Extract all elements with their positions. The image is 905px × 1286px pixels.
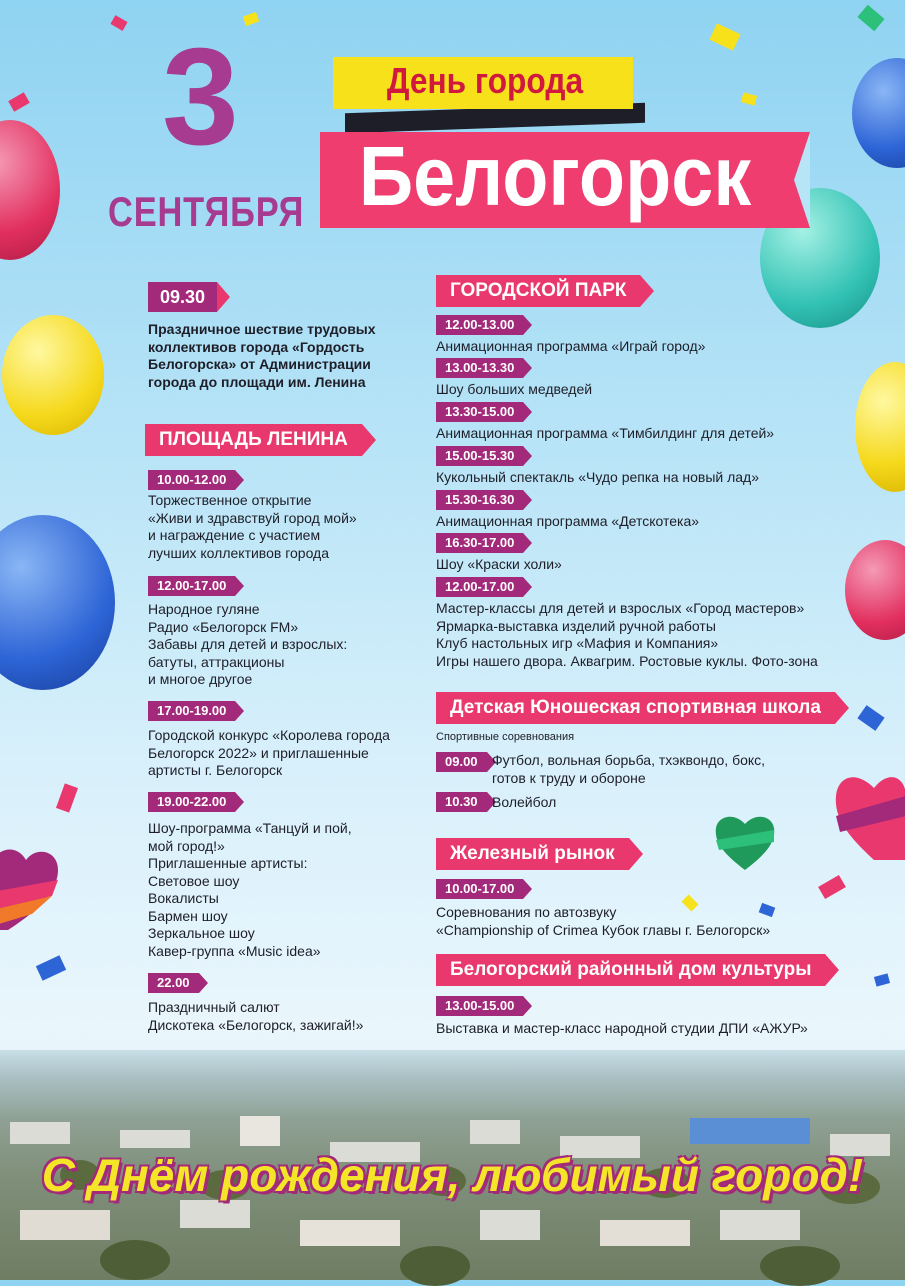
event-time: 10.00-12.00: [148, 470, 235, 490]
event-time: 13.00-13.30: [436, 358, 523, 378]
event-text: Народное гуляне Радио «Белогорск FM» Забавы для детей и взрослых: батуты, аттракционы и многое другое: [148, 601, 348, 687]
poster-title: Белогорск: [358, 129, 752, 223]
section-title-park: ГОРОДСКОЙ ПАРК: [436, 275, 640, 307]
event-time: 16.30-17.00: [436, 533, 523, 553]
ribbon-notch: [794, 132, 810, 228]
event-time: 15.30-16.30: [436, 490, 523, 510]
event-time: 17.00-19.00: [148, 701, 235, 721]
balloon-blue-left: [0, 515, 115, 690]
balloon-yellow-right: [855, 362, 905, 492]
confetti: [857, 5, 884, 31]
confetti: [709, 23, 740, 50]
event-time: 19.00-22.00: [148, 792, 235, 812]
sports-note: Спортивные соревнования: [436, 731, 575, 743]
confetti: [243, 12, 260, 26]
procession-time: 09.30: [148, 282, 217, 312]
event-text: Соревнования по автозвуку «Championship of Crimea Кубок главы г. Белогорск»: [436, 904, 771, 938]
heart-icon: [0, 840, 60, 932]
event-time: 12.00-17.00: [148, 576, 235, 596]
event-time: 09.00: [436, 752, 487, 772]
event-time: 10.00-17.00: [436, 879, 523, 899]
confetti: [8, 92, 30, 111]
date-day: 3: [162, 20, 239, 174]
section-title-culture-house: Белогорский районный дом культуры: [436, 954, 825, 986]
event-text: Праздничный салют Дискотека «Белогорск, зажигай!»: [148, 999, 364, 1033]
event-time: 12.00-17.00: [436, 577, 523, 597]
event-text: Анимационная программа «Тимбилдинг для детей»: [436, 425, 775, 441]
event-text: Торжественное открытие «Живи и здравствуй город мой» и награждение с участием лучших коллективов города: [148, 492, 357, 561]
event-time: 12.00-13.00: [436, 315, 523, 335]
balloon-pink-right: [845, 540, 905, 640]
event-time: 13.30-15.00: [436, 402, 523, 422]
event-time: 22.00: [148, 973, 199, 993]
event-text: Городской конкурс «Королева города Белогорск 2022» и приглашенные артисты г. Белогорск: [148, 727, 390, 778]
confetti: [818, 875, 846, 899]
confetti: [56, 783, 78, 812]
event-time: 15.00-15.30: [436, 446, 523, 466]
section-title-lenin-square: ПЛОЩАДЬ ЛЕНИНА: [145, 424, 362, 456]
heart-icon: [834, 766, 905, 862]
event-text: Шоу «Краски холи»: [436, 556, 562, 572]
balloon-blue-right: [852, 58, 905, 168]
event-text: Футбол, вольная борьба, тхэквондо, бокс, готов к труду и обороне: [492, 752, 766, 786]
section-title-sports-school: Детская Юношеская спортивная школа: [436, 692, 835, 724]
event-text: Анимационная программа «Играй город»: [436, 338, 706, 354]
heart-icon: [714, 812, 776, 872]
balloon-yellow-left: [2, 315, 104, 435]
confetti: [741, 92, 757, 105]
greeting-slogan: С Днём рождения, любимый город!: [41, 1149, 864, 1201]
event-time: 13.00-15.00: [436, 996, 523, 1016]
event-time: 10.30: [436, 792, 487, 812]
section-title-market: Железный рынок: [436, 838, 629, 870]
confetti: [857, 705, 884, 731]
date-month: СЕНТЯБРЯ: [108, 188, 305, 235]
procession-text: Праздничное шествие трудовых коллективов города «Гордость Белогорска» от Администрации города до площади им. Ленина: [148, 321, 376, 390]
event-text: Шоу-программа «Танцуй и пой, мой город!» Приглашенные артисты: Световое шоу Вокалисты Бармен шоу Зеркальное шоу Кавер-группа «Music idea»: [148, 820, 352, 959]
confetti: [110, 15, 127, 31]
event-text: Волейбол: [492, 794, 557, 810]
event-text: Выставка и мастер-класс народной студии ДПИ «АЖУР»: [436, 1020, 808, 1036]
event-text: Мастер-классы для детей и взрослых «Город мастеров» Ярмарка-выставка изделий ручной работы Клуб настольных игр «Мафия и Компания» Игры нашего двора. Аквагрим. Ростовые куклы. Фото-зона: [436, 600, 818, 669]
event-text: Анимационная программа «Детскотека»: [436, 513, 700, 529]
event-text: Кукольный спектакль «Чудо репка на новый лад»: [436, 469, 760, 485]
poster-subtitle: День города: [386, 60, 584, 101]
balloon-pink-left: [0, 120, 60, 260]
confetti: [874, 973, 890, 986]
event-text: Шоу больших медведей: [436, 381, 593, 397]
confetti: [36, 955, 66, 980]
